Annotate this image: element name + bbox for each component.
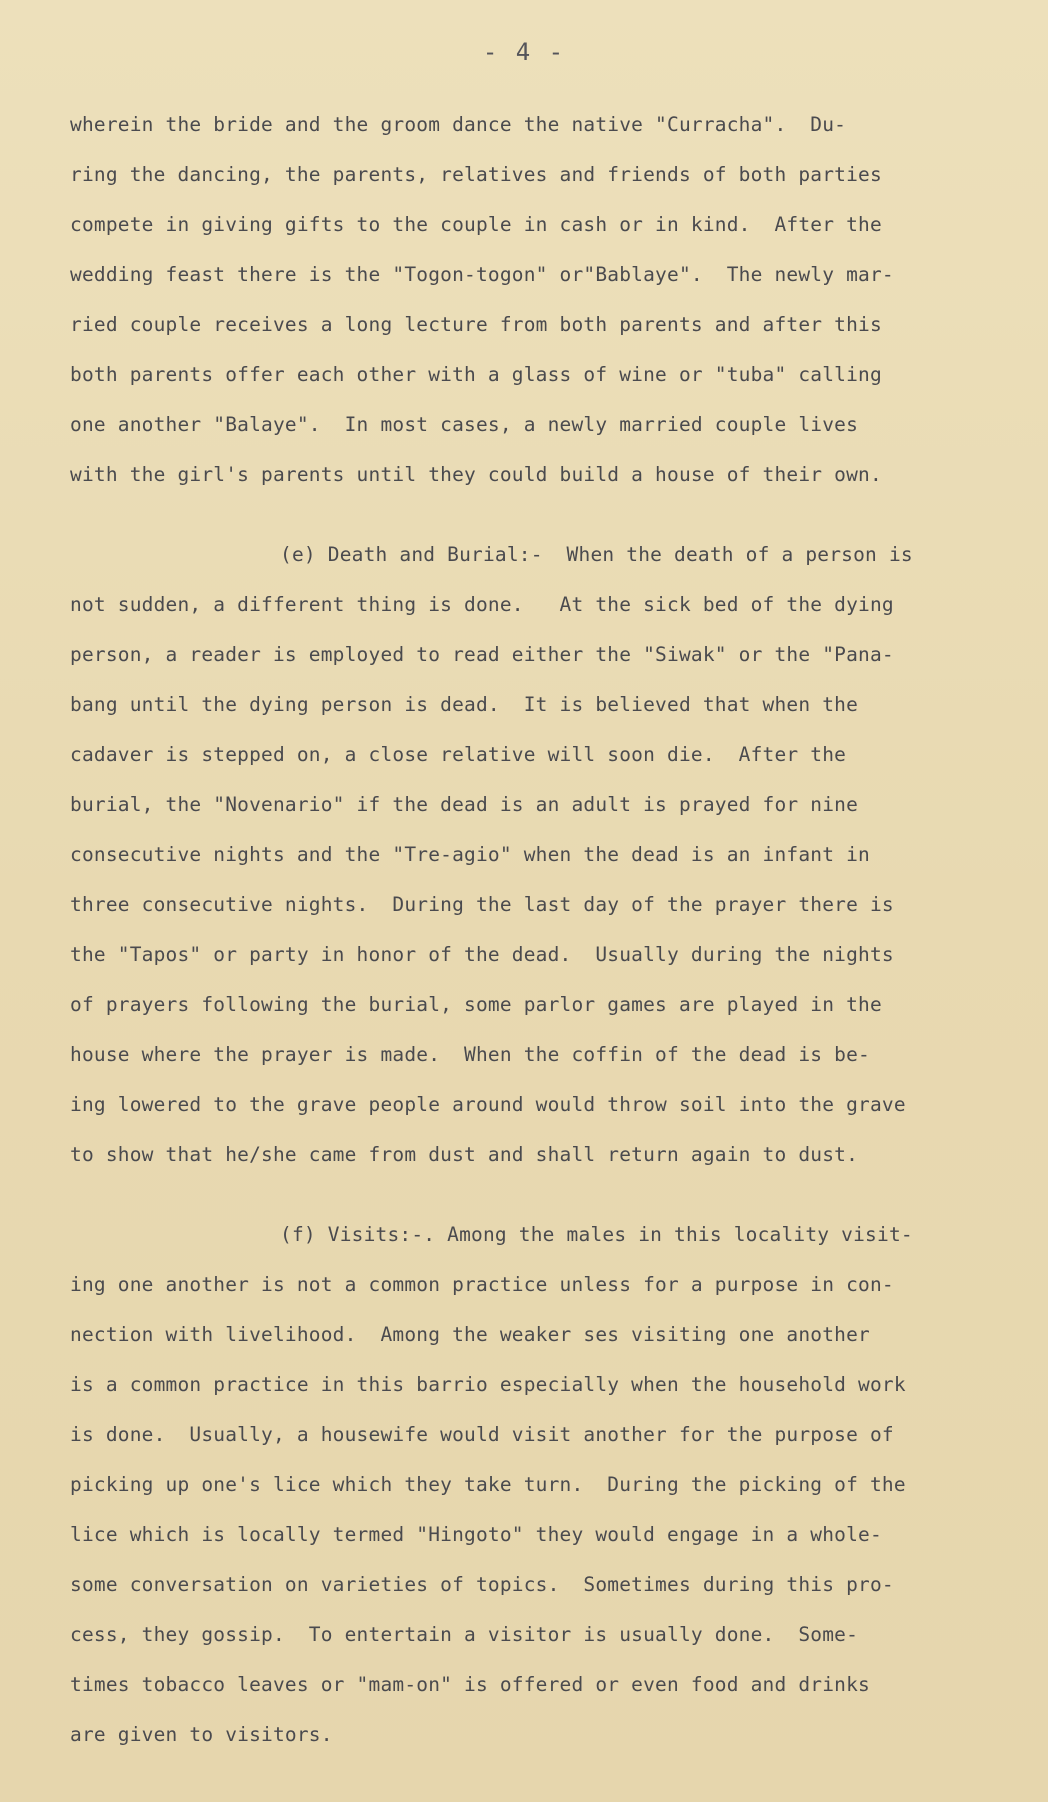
text-line: some conversation on varieties of topics. Sometimes during this pro- (70, 1573, 894, 1596)
paragraph-wedding (70, 100, 970, 500)
text-line: burial, the "Novenario" if the dead is an adult is prayed for nine (70, 793, 859, 816)
text-line: cadaver is stepped on, a close relative will soon die. After the (70, 743, 847, 766)
text-line: one another "Balaye". In most cases, a newly married couple lives (70, 413, 859, 436)
paragraph-gap (70, 500, 970, 530)
text-line: is a common practice in this barrio especially when the household work (70, 1373, 906, 1396)
text-line: nection with livelihood. Among the weaker ses visiting one another (70, 1323, 870, 1346)
text-line: ring the dancing, the parents, relatives and friends of both parties (70, 163, 882, 186)
text-line: of prayers following the burial, some parlor games are played in the (70, 993, 882, 1016)
paragraph-death-and-burial (70, 530, 970, 1180)
text-line: to show that he/she came from dust and shall return again to dust. (70, 1143, 859, 1166)
paragraph-gap (70, 1180, 970, 1210)
text-line: are given to visitors. (70, 1723, 333, 1746)
text-line: (e) Death and Burial:- When the death of a person is (280, 543, 913, 566)
page-number: - 4 - (482, 38, 566, 66)
text-line: not sudden, a different thing is done. At the sick bed of the dying (70, 593, 894, 616)
text-line: the "Tapos" or party in honor of the dead. Usually during the nights (70, 943, 894, 966)
text-line: consecutive nights and the "Tre-agio" when the dead is an infant in (70, 843, 870, 866)
text-line: both parents offer each other with a glass of wine or "tuba" calling (70, 363, 882, 386)
text-line: three consecutive nights. During the last day of the prayer there is (70, 893, 894, 916)
text-line: ing lowered to the grave people around would throw soil into the grave (70, 1093, 906, 1116)
text-line: bang until the dying person is dead. It is believed that when the (70, 693, 859, 716)
text-line: is done. Usually, a housewife would visit another for the purpose of (70, 1423, 894, 1446)
text-line: ing one another is not a common practice unless for a purpose in con- (70, 1273, 894, 1296)
text-line: with the girl's parents until they could build a house of their own. (70, 463, 882, 486)
text-line: person, a reader is employed to read either the "Siwak" or the "Pana- (70, 643, 894, 666)
paragraph-visits (70, 1210, 970, 1760)
document-body (70, 100, 970, 1760)
text-line: times tobacco leaves or "mam-on" is offered or even food and drinks (70, 1673, 870, 1696)
text-line: house where the prayer is made. When the coffin of the dead is be- (70, 1043, 870, 1066)
text-line: wherein the bride and the groom dance the native "Curracha". Du- (70, 113, 847, 136)
text-line: wedding feast there is the "Togon-togon" or"Bablaye". The newly mar- (70, 263, 894, 286)
text-line: cess, they gossip. To entertain a visitor is usually done. Some- (70, 1623, 859, 1646)
text-line: ried couple receives a long lecture from both parents and after this (70, 313, 882, 336)
text-line: (f) Visits:-. Among the males in this locality visit- (280, 1223, 913, 1246)
text-line: compete in giving gifts to the couple in cash or in kind. After the (70, 213, 882, 236)
text-line: lice which is locally termed "Hingoto" they would engage in a whole- (70, 1523, 882, 1546)
text-line: picking up one's lice which they take turn. During the picking of the (70, 1473, 906, 1496)
